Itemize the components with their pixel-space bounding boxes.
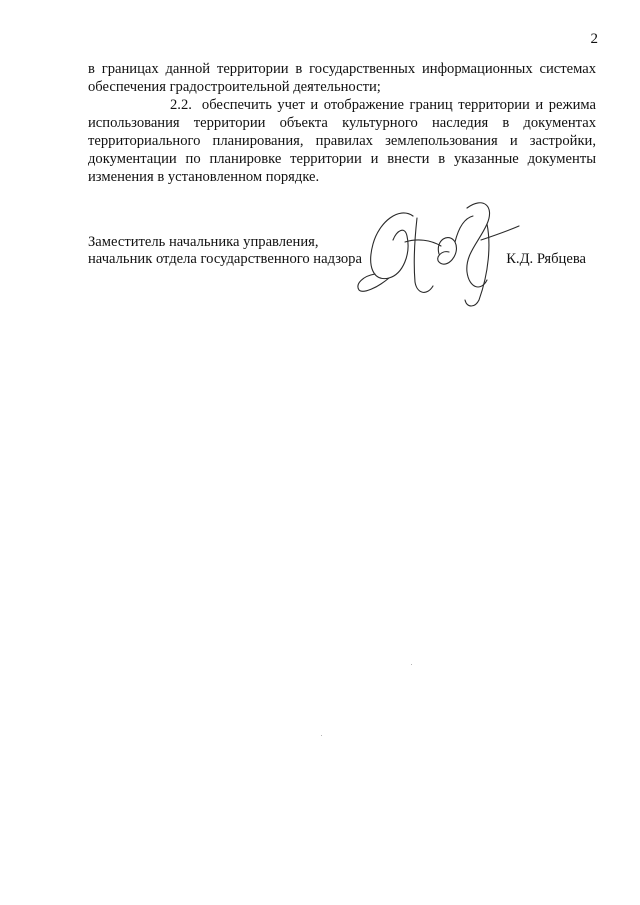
paragraph-number: 2.2. bbox=[170, 97, 192, 113]
scan-speck bbox=[321, 735, 322, 736]
document-body bbox=[88, 60, 596, 186]
paragraph-continuation bbox=[88, 60, 596, 96]
scan-speck bbox=[411, 664, 412, 665]
paragraph-text: обеспечить учет и отображение границ территории и режима использования территории объекта культурного наследия в документах территориального планирования, правилах землепользования и застройки, документации по планировке территории и внести в указанные документы изменения в установленном порядке. bbox=[88, 97, 596, 185]
paragraph-2-2 bbox=[88, 96, 596, 186]
signatory-title-line-2: начальник отдела государственного надзора bbox=[88, 251, 362, 267]
signatory-name: К.Д. Рябцева bbox=[506, 251, 586, 267]
page-number: 2 bbox=[590, 31, 598, 47]
paragraph-text: в границах данной территории в государственных информационных системах обеспечения градостроительной деятельности; bbox=[88, 61, 596, 95]
signatory-title-line-1: Заместитель начальника управления, bbox=[88, 234, 319, 250]
handwritten-signature bbox=[355, 196, 525, 312]
